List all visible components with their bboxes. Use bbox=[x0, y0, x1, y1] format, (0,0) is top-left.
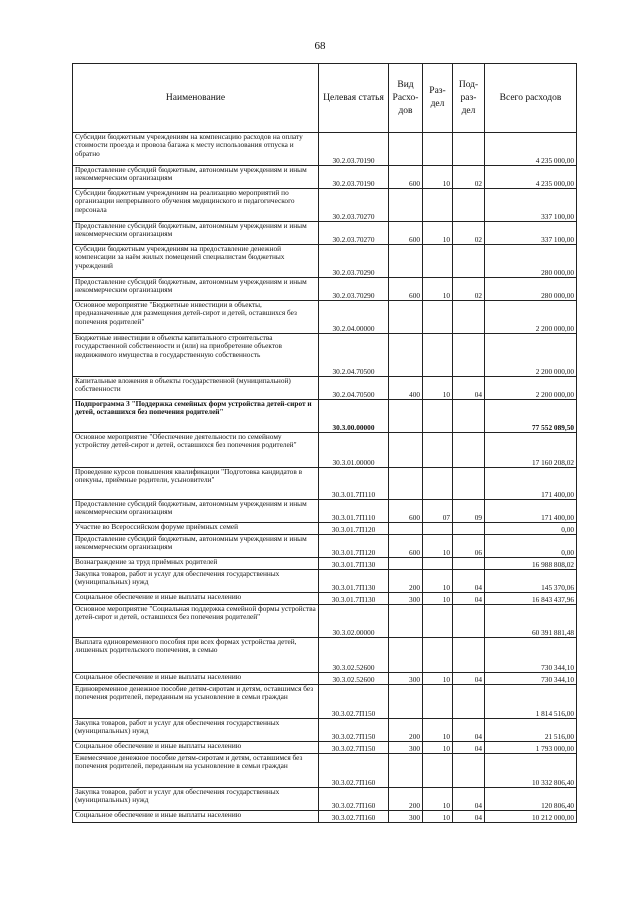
cell-section bbox=[423, 468, 453, 500]
table-row bbox=[73, 605, 577, 638]
cell-subsection: 04 bbox=[453, 570, 485, 593]
cell-subsection: 02 bbox=[453, 278, 485, 301]
cell-name: Капитальные вложения в объекты государственной (муниципальной) собственности bbox=[73, 377, 319, 400]
cell-target: 30.3.01.7П130 bbox=[319, 570, 389, 593]
cell-section: 07 bbox=[423, 500, 453, 523]
cell-target: 30.3.01.7П110 bbox=[319, 468, 389, 500]
cell-total: 2 200 000,00 bbox=[485, 334, 577, 377]
header-total: Всего расходов bbox=[485, 64, 577, 133]
cell-subsection: 04 bbox=[453, 742, 485, 754]
cell-total: 2 200 000,00 bbox=[485, 377, 577, 400]
cell-expense-type: 300 bbox=[389, 673, 423, 685]
cell-subsection: 04 bbox=[453, 377, 485, 400]
cell-subsection bbox=[453, 523, 485, 535]
table-row bbox=[73, 523, 577, 535]
cell-name: Предоставление субсидий бюджетным, автономным учреждениям и иным некоммерческим организациям bbox=[73, 500, 319, 523]
cell-subsection bbox=[453, 334, 485, 377]
header-name: Наименование bbox=[73, 64, 319, 133]
cell-name: Основное мероприятие "Социальная поддержка семейной формы устройства детей-сирот и детей, оставшихся без попечения родителей" bbox=[73, 605, 319, 638]
cell-total: 337 100,00 bbox=[485, 189, 577, 222]
cell-total: 4 235 000,00 bbox=[485, 166, 577, 189]
cell-total: 2 200 000,00 bbox=[485, 301, 577, 334]
cell-target: 30.2.03.70270 bbox=[319, 222, 389, 245]
cell-expense-type bbox=[389, 468, 423, 500]
cell-target: 30.3.01.7П130 bbox=[319, 558, 389, 570]
cell-section: 10 bbox=[423, 377, 453, 400]
cell-total: 730 344,10 bbox=[485, 673, 577, 685]
cell-section bbox=[423, 523, 453, 535]
cell-section bbox=[423, 754, 453, 788]
table-row bbox=[73, 189, 577, 222]
table-row bbox=[73, 593, 577, 605]
cell-subsection bbox=[453, 638, 485, 673]
cell-name: Закупка товаров, работ и услуг для обеспечения государственных (муниципальных) нужд bbox=[73, 719, 319, 742]
cell-subsection: 02 bbox=[453, 222, 485, 245]
table-row bbox=[73, 278, 577, 301]
cell-total: 730 344,10 bbox=[485, 638, 577, 673]
cell-total: 10 212 000,00 bbox=[485, 811, 577, 823]
cell-subsection: 09 bbox=[453, 500, 485, 523]
cell-name: Социальное обеспечение и иные выплаты населению bbox=[73, 742, 319, 754]
cell-expense-type: 600 bbox=[389, 535, 423, 558]
cell-total: 145 370,06 bbox=[485, 570, 577, 593]
cell-name: Основное мероприятие "Обеспечение деятельности по семейному устройству детей-сирот и детей, оставшихся без попечения родителей" bbox=[73, 433, 319, 468]
cell-section bbox=[423, 433, 453, 468]
cell-name: Социальное обеспечение и иные выплаты населению bbox=[73, 673, 319, 685]
header-subsection: Под-раз-дел bbox=[453, 64, 485, 133]
cell-total: 17 160 208,02 bbox=[485, 433, 577, 468]
cell-expense-type: 400 bbox=[389, 377, 423, 400]
cell-total: 60 391 881,48 bbox=[485, 605, 577, 638]
table-row bbox=[73, 500, 577, 523]
cell-section: 10 bbox=[423, 570, 453, 593]
cell-name: Социальное обеспечение и иные выплаты населению bbox=[73, 811, 319, 823]
table-row bbox=[73, 400, 577, 433]
cell-name: Субсидии бюджетным учреждениям на компенсацию расходов на оплату стоимости проезда и провоза багажа к месту использования отпуска и обратно bbox=[73, 133, 319, 166]
header-target: Целевая статья bbox=[319, 64, 389, 133]
cell-target: 30.2.04.70500 bbox=[319, 334, 389, 377]
cell-name: Выплата единовременного пособия при всех формах устройства детей, лишенных родительского попечения, в семью bbox=[73, 638, 319, 673]
cell-expense-type bbox=[389, 334, 423, 377]
cell-expense-type bbox=[389, 523, 423, 535]
header-expense-type: Вид Расхо-дов bbox=[389, 64, 423, 133]
cell-name: Закупка товаров, работ и услуг для обеспечения государственных (муниципальных) нужд bbox=[73, 570, 319, 593]
cell-target: 30.3.01.7П120 bbox=[319, 523, 389, 535]
cell-section bbox=[423, 245, 453, 278]
cell-total: 120 806,40 bbox=[485, 788, 577, 811]
cell-expense-type: 600 bbox=[389, 222, 423, 245]
cell-expense-type: 600 bbox=[389, 500, 423, 523]
cell-section: 10 bbox=[423, 535, 453, 558]
table-row bbox=[73, 742, 577, 754]
cell-subsection bbox=[453, 245, 485, 278]
cell-name: Предоставление субсидий бюджетным, автономным учреждениям и иным некоммерческим организациям bbox=[73, 278, 319, 301]
cell-section: 10 bbox=[423, 742, 453, 754]
cell-section: 10 bbox=[423, 222, 453, 245]
cell-section bbox=[423, 685, 453, 719]
cell-name: Субсидии бюджетным учреждениям на предоставление денежной компенсации за наём жилых помещений специалистам бюджетных учреждений bbox=[73, 245, 319, 278]
cell-section: 10 bbox=[423, 593, 453, 605]
cell-subsection bbox=[453, 189, 485, 222]
table-row bbox=[73, 535, 577, 558]
cell-target: 30.2.03.70190 bbox=[319, 166, 389, 189]
cell-target: 30.3.01.7П120 bbox=[319, 535, 389, 558]
cell-section: 10 bbox=[423, 719, 453, 742]
cell-name: Участие во Всероссийском форуме приёмных семей bbox=[73, 523, 319, 535]
cell-total: 77 552 089,50 bbox=[485, 400, 577, 433]
cell-target: 30.3.02.7П150 bbox=[319, 742, 389, 754]
cell-total: 0,00 bbox=[485, 523, 577, 535]
cell-expense-type bbox=[389, 638, 423, 673]
cell-name: Бюджетные инвестиции в объекты капитального строительства государственной собственности и (или) на приобретение объектов недвижимого имущества в государственную собственность bbox=[73, 334, 319, 377]
cell-expense-type: 600 bbox=[389, 166, 423, 189]
cell-name: Единовременное денежное пособие детям-сиротам и детям, оставшимся без попечения родителей, переданным на усыновление в семьи граждан bbox=[73, 685, 319, 719]
cell-expense-type bbox=[389, 685, 423, 719]
table-row bbox=[73, 638, 577, 673]
cell-section bbox=[423, 558, 453, 570]
cell-target: 30.3.02.52600 bbox=[319, 673, 389, 685]
cell-name: Ежемесячное денежное пособие детям-сиротам и детям, оставшимся без попечения родителей, переданным на усыновление в семьи граждан bbox=[73, 754, 319, 788]
table-row bbox=[73, 377, 577, 400]
cell-name: Субсидии бюджетным учреждениям на реализацию мероприятий по организации непрерывного обучения медицинского и педагогического персонала bbox=[73, 189, 319, 222]
cell-expense-type bbox=[389, 133, 423, 166]
table-row bbox=[73, 301, 577, 334]
cell-subsection: 04 bbox=[453, 788, 485, 811]
cell-target: 30.3.01.00000 bbox=[319, 433, 389, 468]
cell-target: 30.3.02.7П150 bbox=[319, 685, 389, 719]
cell-section: 10 bbox=[423, 811, 453, 823]
cell-expense-type: 300 bbox=[389, 742, 423, 754]
cell-subsection bbox=[453, 433, 485, 468]
cell-expense-type: 300 bbox=[389, 593, 423, 605]
cell-expense-type bbox=[389, 433, 423, 468]
cell-subsection bbox=[453, 468, 485, 500]
table-header-row bbox=[73, 64, 577, 133]
cell-section bbox=[423, 605, 453, 638]
table-row bbox=[73, 754, 577, 788]
cell-target: 30.2.04.70500 bbox=[319, 377, 389, 400]
cell-target: 30.2.03.70290 bbox=[319, 245, 389, 278]
cell-total: 337 100,00 bbox=[485, 222, 577, 245]
cell-total: 16 988 808,02 bbox=[485, 558, 577, 570]
cell-total: 21 516,00 bbox=[485, 719, 577, 742]
cell-subsection bbox=[453, 754, 485, 788]
cell-expense-type: 200 bbox=[389, 719, 423, 742]
cell-section: 10 bbox=[423, 278, 453, 301]
table-row bbox=[73, 558, 577, 570]
cell-expense-type: 200 bbox=[389, 788, 423, 811]
cell-subsection: 04 bbox=[453, 673, 485, 685]
cell-target: 30.3.02.7П160 bbox=[319, 811, 389, 823]
budget-table bbox=[72, 63, 577, 823]
cell-total: 10 332 806,40 bbox=[485, 754, 577, 788]
cell-total: 4 235 000,00 bbox=[485, 133, 577, 166]
cell-subsection bbox=[453, 605, 485, 638]
cell-name: Предоставление субсидий бюджетным, автономным учреждениям и иным некоммерческим организациям bbox=[73, 535, 319, 558]
cell-target: 30.2.03.70270 bbox=[319, 189, 389, 222]
cell-target: 30.3.00.00000 bbox=[319, 400, 389, 433]
cell-section bbox=[423, 301, 453, 334]
cell-subsection: 04 bbox=[453, 593, 485, 605]
cell-total: 1 814 516,00 bbox=[485, 685, 577, 719]
cell-target: 30.2.04.00000 bbox=[319, 301, 389, 334]
cell-expense-type bbox=[389, 754, 423, 788]
page-number: 68 bbox=[314, 40, 326, 52]
table-row bbox=[73, 334, 577, 377]
cell-total: 280 000,00 bbox=[485, 278, 577, 301]
cell-expense-type: 300 bbox=[389, 811, 423, 823]
cell-subsection: 06 bbox=[453, 535, 485, 558]
table-row bbox=[73, 468, 577, 500]
cell-expense-type bbox=[389, 558, 423, 570]
cell-name: Социальное обеспечение и иные выплаты населению bbox=[73, 593, 319, 605]
cell-target: 30.3.01.7П110 bbox=[319, 500, 389, 523]
cell-total: 1 793 000,00 bbox=[485, 742, 577, 754]
table-row bbox=[73, 570, 577, 593]
cell-subsection bbox=[453, 301, 485, 334]
cell-total: 16 843 437,96 bbox=[485, 593, 577, 605]
cell-subsection: 02 bbox=[453, 166, 485, 189]
cell-expense-type: 200 bbox=[389, 570, 423, 593]
cell-target: 30.3.02.7П160 bbox=[319, 754, 389, 788]
cell-target: 30.3.02.00000 bbox=[319, 605, 389, 638]
cell-expense-type: 600 bbox=[389, 278, 423, 301]
cell-total: 280 000,00 bbox=[485, 245, 577, 278]
cell-name: Подпрограмма 3 "Поддержка семейных форм устройства детей-сирот и детей, оставшихся без попечения родителей" bbox=[73, 400, 319, 433]
cell-subsection bbox=[453, 558, 485, 570]
table-row bbox=[73, 673, 577, 685]
cell-expense-type bbox=[389, 301, 423, 334]
cell-target: 30.3.02.7П160 bbox=[319, 788, 389, 811]
cell-subsection bbox=[453, 133, 485, 166]
cell-total: 171 400,00 bbox=[485, 468, 577, 500]
cell-expense-type bbox=[389, 189, 423, 222]
cell-target: 30.3.02.7П150 bbox=[319, 719, 389, 742]
cell-section bbox=[423, 638, 453, 673]
table-row bbox=[73, 685, 577, 719]
cell-name: Вознаграждение за труд приёмных родителей bbox=[73, 558, 319, 570]
cell-subsection bbox=[453, 685, 485, 719]
table-row bbox=[73, 719, 577, 742]
table-row bbox=[73, 433, 577, 468]
cell-name: Основное мероприятие "Бюджетные инвестиции в объекты, предназначенные для размещения детей-сирот и детей, оставшихся без попечения родителей" bbox=[73, 301, 319, 334]
cell-section bbox=[423, 133, 453, 166]
cell-subsection: 04 bbox=[453, 811, 485, 823]
cell-expense-type bbox=[389, 605, 423, 638]
cell-target: 30.3.01.7П130 bbox=[319, 593, 389, 605]
cell-section: 10 bbox=[423, 673, 453, 685]
cell-target: 30.2.03.70190 bbox=[319, 133, 389, 166]
cell-total: 0,00 bbox=[485, 535, 577, 558]
cell-total: 171 400,00 bbox=[485, 500, 577, 523]
cell-name: Закупка товаров, работ и услуг для обеспечения государственных (муниципальных) нужд bbox=[73, 788, 319, 811]
cell-section bbox=[423, 334, 453, 377]
cell-expense-type bbox=[389, 245, 423, 278]
cell-section bbox=[423, 189, 453, 222]
cell-name: Предоставление субсидий бюджетным, автономным учреждениям и иным некоммерческим организациям bbox=[73, 166, 319, 189]
cell-target: 30.3.02.52600 bbox=[319, 638, 389, 673]
cell-section: 10 bbox=[423, 788, 453, 811]
table-row bbox=[73, 245, 577, 278]
table-row bbox=[73, 222, 577, 245]
cell-name: Предоставление субсидий бюджетным, автономным учреждениям и иным некоммерческим организациям bbox=[73, 222, 319, 245]
cell-target: 30.2.03.70290 bbox=[319, 278, 389, 301]
header-section: Раз-дел bbox=[423, 64, 453, 133]
cell-section: 10 bbox=[423, 166, 453, 189]
cell-subsection: 04 bbox=[453, 719, 485, 742]
table-body bbox=[73, 133, 577, 823]
table-row bbox=[73, 811, 577, 823]
table-row bbox=[73, 133, 577, 166]
cell-expense-type bbox=[389, 400, 423, 433]
cell-subsection bbox=[453, 400, 485, 433]
table-row bbox=[73, 166, 577, 189]
cell-section bbox=[423, 400, 453, 433]
table-row bbox=[73, 788, 577, 811]
cell-name: Проведение курсов повышения квалификации "Подготовка кандидатов в опекуны, приёмные родители, усыновители" bbox=[73, 468, 319, 500]
